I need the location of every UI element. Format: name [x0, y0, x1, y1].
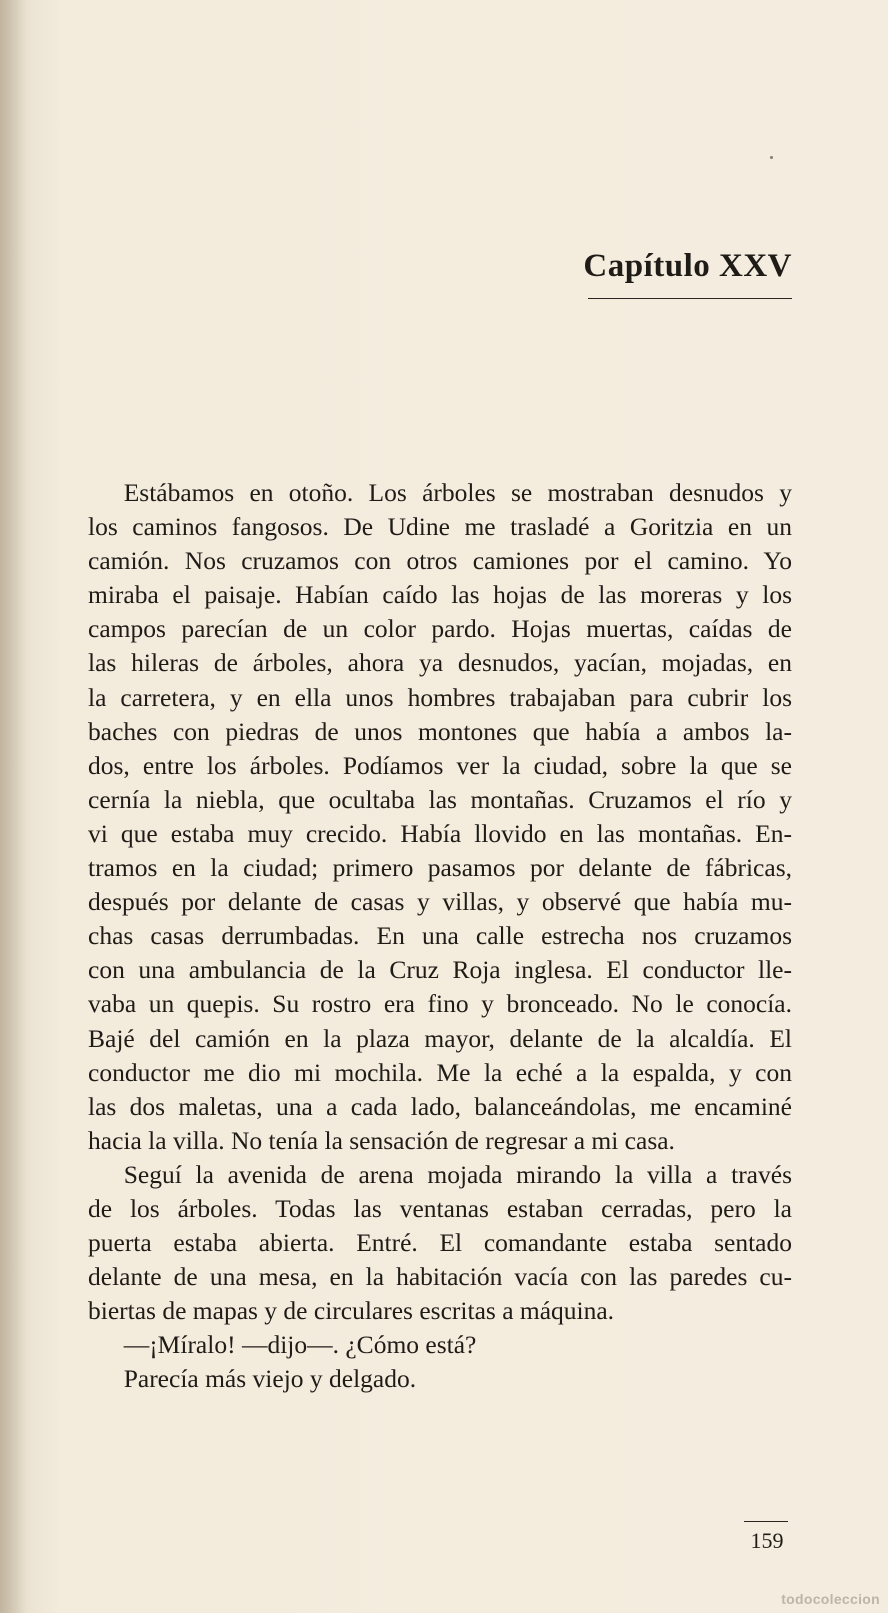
text-line: campos parecían de un color pardo. Hojas muertas, caídas de: [88, 614, 792, 644]
text-line: de los árboles. Todas las ventanas estaban cerradas, pero la: [88, 1193, 792, 1223]
chapter-title: Capítulo XXV: [583, 248, 792, 284]
text-line: hacia la villa. No tenía la sensación de regresar a mi casa.: [88, 1125, 675, 1155]
text-line: después por delante de casas y villas, y observé que había mu-: [88, 887, 792, 917]
print-speck: [770, 156, 773, 159]
watermark: todocoleccion: [781, 1591, 880, 1607]
text-line: las hileras de árboles, ahora ya desnudos, yacían, mojadas, en: [88, 648, 792, 678]
title-underline: [588, 298, 792, 299]
text-line: las dos maletas, una a cada lado, balanceándolas, me encaminé: [88, 1091, 792, 1121]
text-line: tramos en la ciudad; primero pasamos por delante de fábricas,: [88, 853, 792, 883]
dialogue-line: —¡Míralo! —dijo—. ¿Cómo está?: [123, 1330, 477, 1360]
text-line: vi que estaba muy crecido. Había llovido en las montañas. En-: [88, 818, 792, 848]
text-line: la carretera, y en ella unos hombres trabajaban para cubrir los: [88, 682, 792, 712]
text-line: cernía la niebla, que ocultaba las montañas. Cruzamos el río y: [88, 784, 792, 814]
text-line: chas casas derrumbadas. En una calle estrecha nos cruzamos: [88, 921, 792, 951]
text-line: Seguí la avenida de arena mojada mirando la villa a través: [123, 1159, 792, 1189]
text-line: delante de una mesa, en la habitación vacía con las paredes cu-: [88, 1262, 792, 1292]
text-line: vaba un quepis. Su rostro era fino y bronceado. No le conocía.: [88, 989, 792, 1019]
spine-shadow: [0, 0, 26, 1613]
text-line: camión. Nos cruzamos con otros camiones por el camino. Yo: [88, 546, 792, 576]
text-line: Bajé del camión en la plaza mayor, delante de la alcaldía. El: [88, 1023, 792, 1053]
body-text: [88, 476, 792, 1397]
text-line: miraba el paisaje. Habían caído las hojas de las moreras y los: [88, 580, 792, 610]
text-line: con una ambulancia de la Cruz Roja inglesa. El conductor lle-: [88, 955, 792, 985]
text-line: biertas de mapas y de circulares escritas a máquina.: [88, 1296, 615, 1326]
text-line: los caminos fangosos. De Udine me trasladé a Goritzia en un: [88, 512, 792, 542]
text-line: conductor me dio mi mochila. Me la eché a la espalda, y con: [88, 1057, 792, 1087]
text-line: Parecía más viejo y delgado.: [123, 1364, 417, 1394]
text-line: Estábamos en otoño. Los árboles se mostraban desnudos y: [123, 478, 792, 507]
text-line: puerta estaba abierta. Entré. El comandante estaba sentado: [88, 1228, 792, 1258]
page-number: 159: [750, 1528, 784, 1553]
page-number-rule: [744, 1521, 788, 1522]
text-line: dos, entre los árboles. Podíamos ver la ciudad, sobre la que se: [88, 750, 792, 780]
text-line: baches con piedras de unos montones que había a ambos la-: [88, 716, 792, 746]
